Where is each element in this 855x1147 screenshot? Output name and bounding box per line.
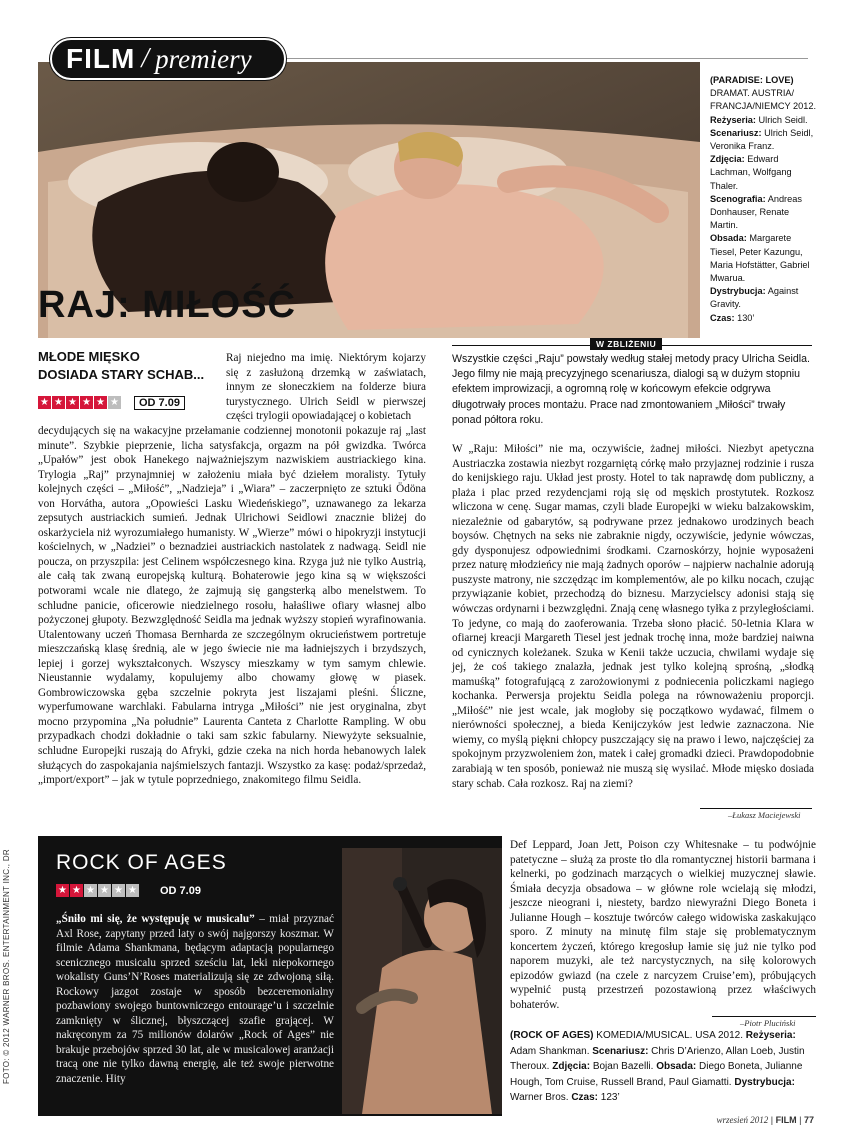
director-label: Reżyseria: [710,114,756,125]
film-credits [710,74,818,325]
rating-stars-2 [56,884,139,897]
article-body-col1: decydujących się na wakacyjne przełamanie codziennej monotonii pokazuje raj „last minute”. Szybkie pieprzenie, licha satysfakcja, orgazm na pół gwizdka. Twórca „Upałów” jest obok Hanekego najważniejszym nazwiskiem austriackiego kina. Trylogia „Raj” przynajmniej w założeniu miała być dziełem moralisty. Tytuły kolejnych części – „Miłość”, „Nadzieja” i „Wiara” – zaczerpnięto ze sztuki Ödöna von Horvátha, autora „Opowieści Lasku Wiedeńskiego”, uznawanego za lekarza zepsutych austriackich sumień. Jednak Ulrichowi Seidlowi znacznie bliżej do oskarżyciela niż wyrozumiałego humanisty. W „Wierze” mówi o hipokryzji instytucji kościelnych, w „Nadziei” o beznadziei austriackich nastolatek z nadwagą. Seidl nie poucza, on przyszpila: jest Celinem współczesnego kina. Rzyga już nie tylko Austrią, ale całą tak zwaną europejską kulturą. Bohaterowie jego kina są w większości potworami wcale nie dlatego, że zajmują się gangsterką albo menelstwem. To schludne panicie, oficerowie niedzielnego rosołu, hałaśliwe ofiary własnej albo pożyczonej głupoty. Bezwzględność Seidla ma jednak wyższy stopień wyrafinowania. Utalentowany uczeń Thomasa Bernharda ze szczególnym okrucieństwem portretuje mieszczańską klasę średnią, ale w jego świecie nie ma ładniejszych i brzydszych, lepiej i gorzej wykształconych. Wszyscy mieszkamy w tym samym chlewie. Nieustannie wydalamy, kopulujemy albo chowamy głowę w piasek. Gombrowiczowska gęba szczelnie pokryta jest liszajami pleśni. Śliczne, wyperfumowane warchlaki. Fabularna intryga „Miłości” nie jest oryginalna, zbyt mocno przypomina „Na południe” Laurenta Canteta z Charlotte Rampling. W obu przypadkach chodzi dokładnie o taki sam szkic fabularny. Niewyżyte seksualnie, schludne Europejki ruszają do Afryki, gdzie czeka na nich horda hebanowych lalek służących do zaspokajania najśmielszych fantazji. Wszystko za kasę: podaż/sprzedaż, „import/export” – jak w tytule poprzedniego, znakomitego filmu Seidla. [38,425,426,787]
rating-badge: OD 7.09 [134,396,185,410]
section-main: FILM [66,43,136,74]
author-signature: –Łukasz Maciejewski [728,810,801,820]
time-label-2: Czas: [571,1092,598,1103]
section-tag [50,38,286,80]
cast: Margarete Tiesel, Peter Kazungu, Maria Hofstätter, Gabriel Mwarua. [710,233,810,284]
article-intro: Raj niejedno ma imię. Niektórym kojarzy się z zasłużoną drzemką w zaświatach, innym ze słoneczkiem na folderze biura turystycznego. Ulrich Seidl w pierwszej części trylogii opowiadającej o kobietach [226,352,426,423]
review-body-col1 [56,912,334,1087]
star-icon: ★ [94,396,107,409]
cast-2: Diego Boneta, Julianne Hough, Tom Cruise, Russell Brand, Paul Giamatti. [510,1061,803,1088]
running-time-2: 123’ [598,1092,620,1103]
review-body-col2: Def Leppard, Joan Jett, Poison czy Whitesnake – tu podwójnie patetyczne – służą za proste tło dla romantycznej historii barmana i kelnerki, po godzinach marzących o wielkiej muzycznej sławie. Śmiała decyzja obsadowa – w główne role wcielają się młodzi, jeszcze nieograni i, niestety, bardzo niewyraźni Diego Boneta i Julianne Hough – kosztuje twórców całego widowiska zaskakująco sporo. Z minuty na minutę film staje się problematycznym koncertem życzeń, którego kregosłup łamie się już nie tylko pod naporem muzyki, ale też narcystycznych, na siłę kolorowych epizodów gwiazd (na czele z narcyzem Cruise’em), próbujących wypełnić pustą przestrzeń pozostawioną przez właściwych bohaterów. [510,839,816,1012]
star-icon: ★ [84,884,97,897]
credits-genre: KOMEDIA/MUSICAL. USA 2012. [593,1030,746,1041]
article-body-col2: W „Raju: Miłości” nie ma, oczywiście, żadnej miłości. Niezbyt apetyczna Austriaczka zostawia niezbyt rozgarniętą córkę mało przyjaznej rodzinie i rusza do kenijskiego raju. Układ jest prosty. Hotel to tak naprawdę dom publiczny, a plaża i plac przed rezydencjami roją się od męskich prostytutek. Rozkosz wliczona w cenę. Sugar mamas, czyli blade Europejki w wieku balzakowskim, niezależnie od gabarytów, są podrywane przez jednakowo urodzinych beach boysów. Chętnych na seks nie zabraknie nigdy, oczywiście, jedynie wówczas, gdy dysponujesz odpowiednimi środkami. Czarnoskórzy, hojnie wyposażeni przez naturę młodzieńcy nie mają żadnych oporów – najpierw nachalnie adorują puszyste matrony, nie szczędząc im komplementów, ale po kilku nocach, czując przywiązanie kobiet, przechodzą do biznesu. Marzycielscy adonisi stają się wówczas ordynarni i bezwzględni. Znają cenę własnego tyłka z przyległościami. To jedyne, co mają do zaoferowania. Trzeba słono płacić. 50-letnia Klara w ofiarnej kreacji Margareth Tiesel jest jednak trochę inna, może bardziej naiwna od cynicznych koleżanek. Szuka w Kenii także uczucia, chwilami wydaje się jej, że coś takiego znalazła, jednak jest tylko kolejną sprośną, „słodką mamuśką” fotografującą z zarożowionymi z podniecenia policzkami nagiego kochanka. Perwersja projektu Seidla polega na równoważeniu proporcji. „Miłość” nie jest wcale, jak mogłoby się początkowo wydawać, filmem o nierówności społecznej, a bieda Kenijczyków jest ledwie zaznaczona. Nie wiemy, co myślą piękni chłopcy puszczający się na prawo i lewo, najczęściej za spokojnym przyzwoleniem żon, matek i całej gromadki dzieci. Prawdopodobnie zarabiają w ten sposób, ponieważ nie muszą się wysilać. Młode mięsko dosiada stary schab. Cała rozkosz. Raj na ziemi? [452,443,814,790]
author-rule [700,808,812,809]
headline-line-1: MŁODE MIĘSKO [38,349,140,364]
section-slash: / [141,43,150,74]
star-icon: ★ [70,884,83,897]
headline-line-2: DOSIADA STARY SCHAB... [38,367,205,382]
original-title: (PARADISE: LOVE) [710,75,794,85]
screenplay-2: Chris D’Arienzo, Allan Loeb, Justin Theroux. [510,1045,805,1072]
star-icon: ★ [126,884,139,897]
footer-section: FILM [775,1115,797,1125]
cast-label: Obsada: [710,233,747,244]
page-footer [600,1115,814,1125]
photo-label-2: Zdjęcia: [552,1061,591,1072]
design-label: Scenografia: [710,193,766,204]
review-credits [510,1028,816,1106]
page-number: 77 [803,1115,814,1125]
rating-stars [38,396,121,409]
design: Andreas Donhauser, Renate Martin. [710,193,802,231]
review-title: ROCK OF AGES [56,851,227,874]
running-time: 130’ [737,312,755,323]
footer-separator: | [768,1115,776,1125]
footer-date: wrzesień 2012 [716,1115,769,1125]
screenplay-label: Scenariusz: [710,127,762,138]
time-label: Czas: [710,312,735,323]
photo-credit-vertical: FOTO: © 2012 WARNER BROS. ENTERTAINMENT INC., DR [2,849,11,1084]
photo-label: Zdjęcia: [710,154,745,165]
author-signature-2: –Piotr Pluciński [740,1018,796,1028]
screenplay-label-2: Scenariusz: [592,1045,649,1057]
star-icon: ★ [38,396,51,409]
credits-title: (ROCK OF AGES) [510,1030,594,1041]
genre: DRAMAT. AUSTRIA/ FRANCJA/NIEMCY 2012. [710,88,817,112]
star-icon: ★ [52,396,65,409]
director: Ulrich Seidl. [758,114,808,125]
review-lead: „Śniło mi się, że występuję w musicalu” [56,913,255,925]
distribution: Against Gravity. [710,286,799,310]
top-rule [286,58,808,59]
distribution-label: Dystrybucja: [710,286,766,297]
photo-credit-2: Bojan Bazelli. [590,1061,657,1072]
cast-label-2: Obsada: [656,1061,697,1072]
footer-separator: | [796,1115,804,1125]
rating-badge-2: OD 7.09 [160,885,201,897]
zoom-label: W ZBLIŻENIU [590,338,662,350]
section-sub: premiery [155,43,252,74]
article-title: RAJ: MIŁOŚĆ [38,284,296,326]
star-icon: ★ [112,884,125,897]
distribution-label-2: Dystrybucja: [734,1076,795,1088]
article-headline [38,348,220,384]
photo-credit: Edward Lachman, Wolfgang Thaler. [710,154,792,191]
rock-singer-photo [342,848,502,1114]
author-rule-2 [712,1016,816,1017]
star-icon: ★ [66,396,79,409]
director-label-2: Reżyseria: [745,1030,796,1041]
director-2: Adam Shankman. [510,1045,593,1057]
review-text-1: – miał przyznać Axl Rose, zapytany przed laty o swój najgorszy koszmar. W filmie Adama Shankmana, będącym adaptacją popularnego scenicznego musicalu sprzed sześciu lat, leki niepokornego wokalisty Guns’N’Roses materializują się ze zdwojoną siłą. Rockowy jazgot zostaje w sposób bezceremonialny pozbawiony swojego buntowniczego entourage’u i szczelnie zamknięty w ślicznej, błyszczącej szafie grającej. W nakręconym za 75 milionów dolarów „Rock of Ages” nie brakuje przebojów sprzed 30 lat, ale w musicalowej aranżacji tracą one nie tylko dawną energię, ale też swoje pierwotne znaczenie. Hity [56,913,334,1086]
screenplay: Ulrich Seidl, Veronika Franz. [710,127,814,152]
star-icon: ★ [108,396,121,409]
star-icon: ★ [98,884,111,897]
distribution-2: Warner Bros. [510,1092,572,1103]
star-icon: ★ [80,396,93,409]
zoom-text: Wszystkie części „Raju” powstały według stałej metody pracy Ulricha Seidla. Jego filmy nie mają precyzyjnego scenariusza, dialogi są w dużym stopniu efektem improwizacji, a ogromną rolę w końcowym efekcie odgrywa długotrwały proces montażu. Prace nad zmontowaniem „Miłości” trwały ponad półtora roku. [452,353,810,426]
star-icon: ★ [56,884,69,897]
